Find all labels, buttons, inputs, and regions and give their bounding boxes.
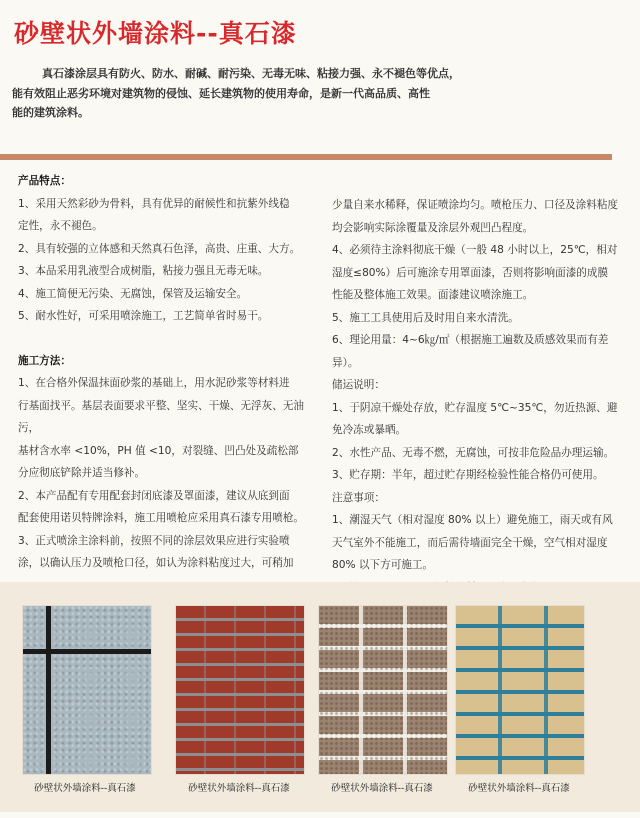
features-line: 4、施工简便无污染、无腐蚀，保管及运输安全。 <box>18 287 248 300</box>
right-line: 1、于阴凉干燥处存放，贮存温度 5℃~35℃，勿近热源、避 <box>332 401 618 414</box>
method-line: 3、正式喷涂主涂料前，按照不同的涂层效果应进行实验喷 <box>18 534 290 547</box>
right-line: 3、贮存期：半年，超过贮存期经检验性能合格仍可使用。 <box>332 469 604 481</box>
sample-swatch-red-brick <box>175 605 305 775</box>
right-line: 性能及整体施工效果。面漆建议喷涂施工。 <box>332 289 534 301</box>
right-line: 4、必须待主涂料彻底干燥（一般 48 小时以上，25℃，相对 <box>332 244 618 256</box>
method-line: 2、本产品配有专用配套封闭底漆及罩面漆，建议从底到面 <box>18 489 290 502</box>
sample-swatch-beige-brick <box>455 605 585 775</box>
method-heading: 施工方法： <box>18 354 71 367</box>
storage-heading: 储运说明： <box>332 379 385 391</box>
intro-paragraph <box>12 64 512 123</box>
features-line: 3、本品采用乳液型合成树脂，粘接力强且无毒无味。 <box>18 265 269 277</box>
sample-caption: 砂壁状外墙涂料--真石漆 <box>188 783 290 794</box>
method-line: 配套使用诺贝特牌涂料，施工用喷枪应采用真石漆专用喷枪。 <box>18 512 305 524</box>
right-line: 5、施工工具使用后及时用自来水清洗。 <box>332 311 519 324</box>
features-line: 5、耐水性好，可采用喷涂施工，工艺简单省时易干。 <box>18 310 269 322</box>
right-line: 80% 以下方可施工。 <box>332 559 434 571</box>
features-line: 定性，永不褪色。 <box>18 220 103 232</box>
features-line: 2、具有较强的立体感和天然真石色泽，高贵、庄重、大方。 <box>18 242 301 255</box>
divider-bar <box>0 154 612 160</box>
left-column <box>18 170 313 575</box>
sample-swatch-grey-granite <box>22 605 152 775</box>
sample-caption: 砂壁状外墙涂料--真石漆 <box>331 783 433 794</box>
right-line: 免冷冻或暴晒。 <box>332 424 407 436</box>
method-line: 分应彻底铲除并适当修补。 <box>18 467 146 479</box>
right-line: 6、理论用量：4~6㎏/㎡（根据施工遍数及质感效果而有差异）。 <box>332 334 609 369</box>
right-line: 天气室外不能施工，而后需待墙面完全干燥，空气相对湿度 <box>332 536 608 549</box>
right-line: 1、潮湿天气（相对湿度 80% 以上）避免施工，雨天或有风 <box>332 514 613 526</box>
sample-caption: 砂壁状外墙涂料--真石漆 <box>34 783 136 794</box>
notes-heading: 注意事项： <box>332 491 385 504</box>
method-line: 行基面找平。基层表面要求平整、坚实、干燥、无浮灰、无油污， <box>18 399 305 434</box>
right-line: 少量自来水稀释，保证喷涂均匀。喷枪压力、口径及涂料粘度 <box>332 199 619 211</box>
intro-line: 真石漆涂层具有防火、防水、耐碱、耐污染、无毒无味、粘接力强、永不褪色等优点， <box>42 67 460 80</box>
sample-swatch-brown-brick <box>318 605 448 775</box>
method-line: 1、在合格外保温抹面砂浆的基础上，用水泥砂浆等材料进 <box>18 377 290 389</box>
sample-caption: 砂壁状外墙涂料--真石漆 <box>468 783 570 794</box>
intro-line: 能有效阻止恶劣环境对建筑物的侵蚀、延长建筑物的使用寿命，是新一代高品质、高性 <box>12 86 430 100</box>
page-title: 砂壁状外墙涂料--真石漆 <box>14 19 297 48</box>
method-line: 基材含水率 <10%，PH 值 <10，对裂缝、凹凸处及疏松部 <box>18 444 299 457</box>
features-heading: 产品特点： <box>18 175 71 187</box>
intro-line: 能的建筑涂料。 <box>12 106 89 119</box>
right-line: 2、水性产品、无毒不燃，无腐蚀，可按非危险品办理运输。 <box>332 446 615 459</box>
right-line: 均会影响实际涂覆量及涂层外观凹凸程度。 <box>332 221 534 234</box>
features-line: 1、采用天然彩砂为骨料，具有优异的耐候性和抗紫外线稳 <box>18 197 290 210</box>
right-line: 湿度≤80%）后可施涂专用罩面漆，否则将影响面漆的成膜 <box>332 266 609 279</box>
method-line: 涂，以确认压力及喷枪口径，如认为涂料粘度过大，可稍加 <box>18 557 294 569</box>
right-column <box>332 194 632 622</box>
